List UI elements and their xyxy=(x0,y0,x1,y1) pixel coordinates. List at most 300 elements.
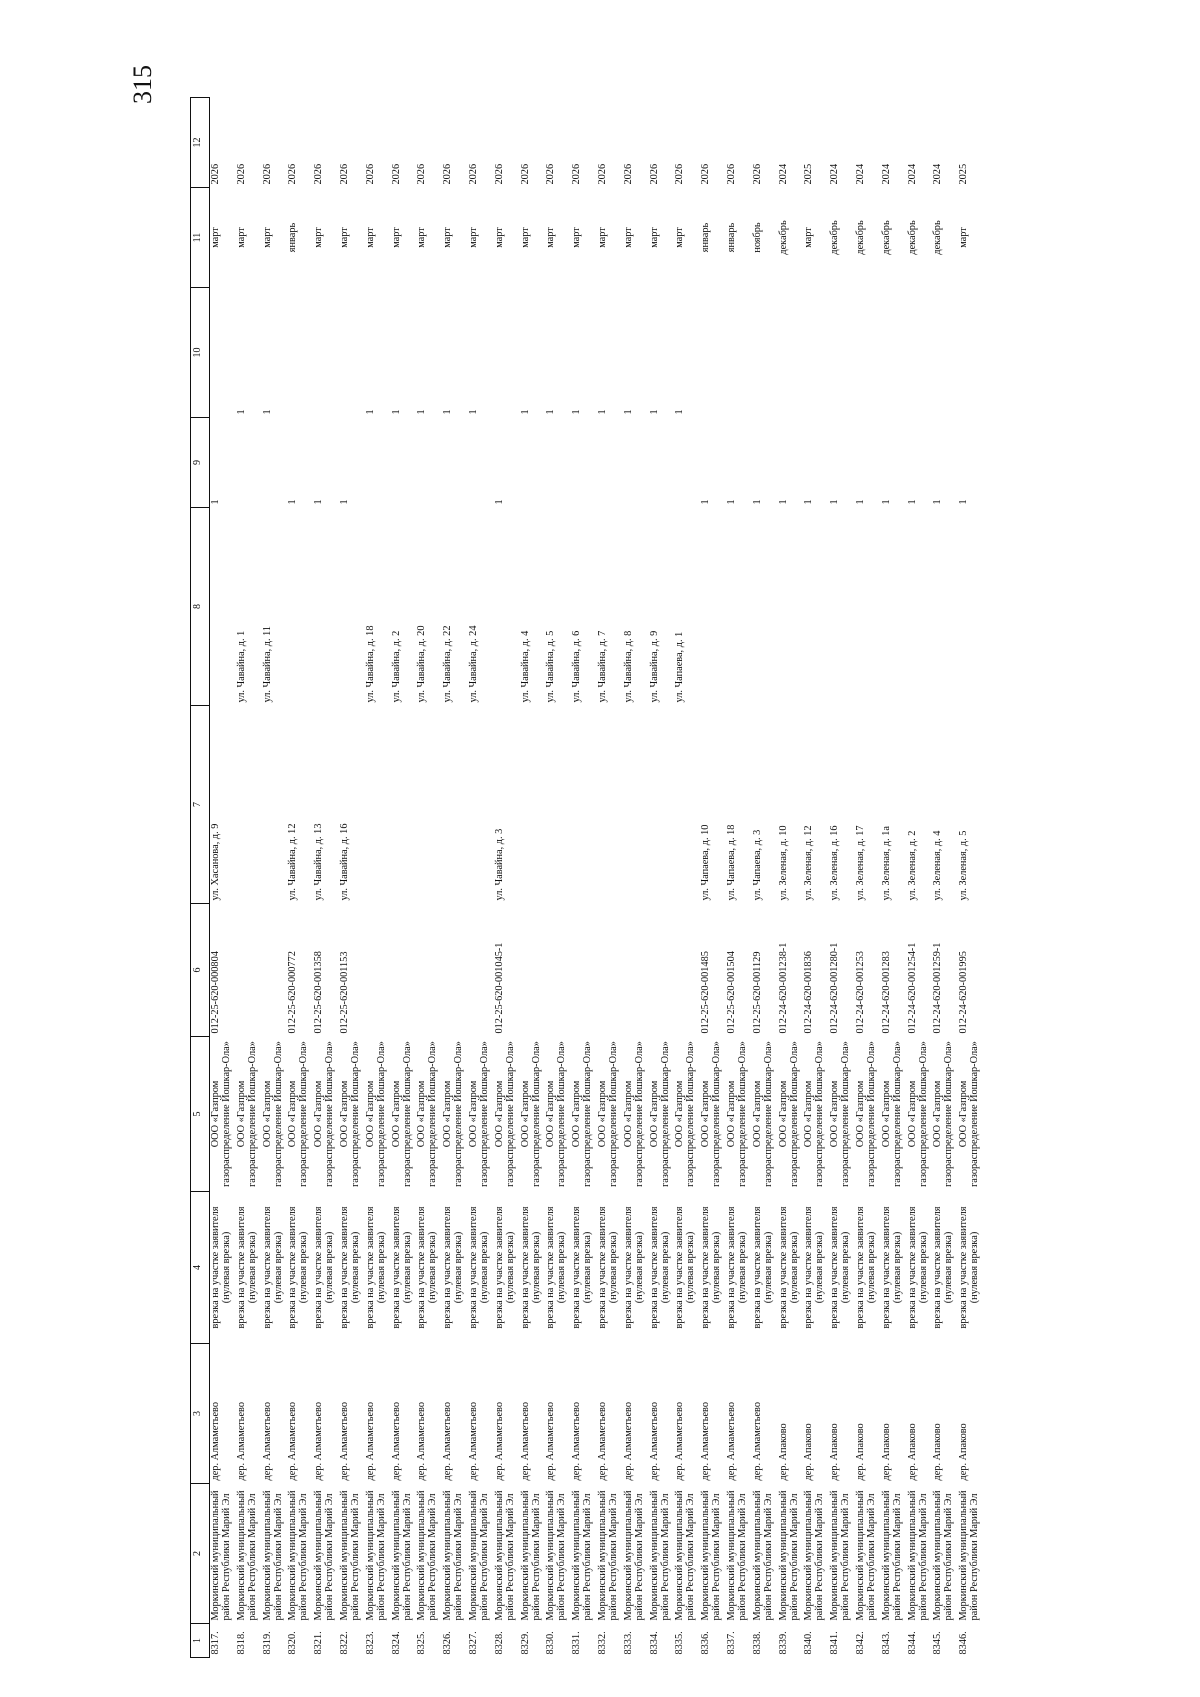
cell-municipality: Моркинский муниципальный район Республики Марий Эл xyxy=(210,1490,232,1621)
cell-connection-type: врезка на участке заявителя (нулевая врезка) xyxy=(622,1206,645,1329)
cell-count-existing: 1 xyxy=(700,499,712,505)
cell-settlement: дер. Алмаметьево xyxy=(338,1402,350,1481)
cell-count-existing xyxy=(468,418,494,508)
cell-connection-type: врезка на участке заявителя (нулевая врезка) xyxy=(674,1206,697,1329)
cell-settlement: дер. Алмаметьево xyxy=(751,1402,763,1481)
cell-count-planned xyxy=(339,288,365,418)
cell-count-existing xyxy=(597,418,623,508)
cell-settlement: дер. Алмаметьево xyxy=(416,1402,428,1481)
cell-address-planned: ул. Чавайна, д. 4 xyxy=(519,630,531,703)
cell-settlement: дер. Алмаметьево xyxy=(364,1402,376,1481)
cell-connection-type: врезка на участке заявителя (нулевая врезка) xyxy=(287,1206,310,1329)
cell-year: 2026 xyxy=(493,163,505,185)
cell-address-existing: ул. Хасанова, д. 9 xyxy=(210,823,221,901)
cell-organization: ООО «Газпром газораспределение Йошкар-Ола» xyxy=(906,1041,929,1187)
cell-count-planned: 1 xyxy=(648,409,660,415)
cell-count-existing: 1 xyxy=(287,499,299,505)
cell-count-existing: 1 xyxy=(313,499,325,505)
cell-settlement: дер. Алмаметьево xyxy=(313,1402,325,1481)
table-row xyxy=(932,98,958,1658)
cell-row-number: 8339. xyxy=(777,1631,789,1655)
cell-month: март xyxy=(493,227,505,248)
cell-month: январь xyxy=(700,222,712,253)
cell-address-planned: ул. Чавайна, д. 22 xyxy=(442,625,454,703)
cell-month: март xyxy=(235,227,247,248)
cell-year: 2026 xyxy=(674,163,686,185)
cell-address-existing: ул. Зеленая, д. 5 xyxy=(958,830,970,901)
cell-count-existing xyxy=(236,418,262,508)
cell-row-number: 8329. xyxy=(519,1631,531,1655)
cell-connection-type: врезка на участке заявителя (нулевая врезка) xyxy=(493,1206,516,1329)
cell-municipality: Моркинский муниципальный район Республики Марий Эл xyxy=(700,1490,723,1621)
cell-address-planned: ул. Чапаева, д. 1 xyxy=(674,631,686,703)
cell-count-existing xyxy=(391,418,417,508)
cell-address-planned xyxy=(700,508,726,706)
cell-contract-number xyxy=(262,904,288,1037)
cell-municipality: Моркинский муниципальный район Республики Марий Эл xyxy=(493,1490,516,1621)
cell-year: 2026 xyxy=(313,163,325,185)
cell-contract-number: 012-25-620-001129 xyxy=(751,951,763,1034)
cell-municipality: Моркинский муниципальный район Республики Марий Эл xyxy=(261,1490,284,1621)
cell-municipality: Моркинский муниципальный район Республики Марий Эл xyxy=(467,1490,490,1621)
cell-organization: ООО «Газпром газораспределение Йошкар-Ола» xyxy=(958,1041,981,1187)
table-row xyxy=(571,98,597,1658)
cell-connection-type: врезка на участке заявителя (нулевая врезка) xyxy=(571,1206,594,1329)
cell-address-existing xyxy=(262,706,288,904)
cell-settlement: дер. Алмаметьево xyxy=(700,1402,712,1481)
cell-month: март xyxy=(674,227,686,248)
cell-connection-type: врезка на участке заявителя (нулевая врезка) xyxy=(467,1206,490,1329)
table-row xyxy=(674,98,700,1658)
table-row xyxy=(545,98,571,1658)
table-row xyxy=(365,98,391,1658)
table-row xyxy=(468,98,494,1658)
cell-organization: ООО «Газпром газораспределение Йошкар-Ола» xyxy=(648,1041,671,1187)
cell-count-planned xyxy=(700,288,726,418)
cell-address-existing: ул. Чапаева, д. 3 xyxy=(751,829,763,901)
cell-municipality: Моркинский муниципальный район Республики Марий Эл xyxy=(648,1490,671,1621)
cell-count-planned: 1 xyxy=(596,409,608,415)
cell-organization: ООО «Газпром газораспределение Йошкар-Ола» xyxy=(700,1041,723,1187)
cell-connection-type: врезка на участке заявителя (нулевая врезка) xyxy=(777,1206,800,1329)
cell-organization: ООО «Газпром газораспределение Йошкар-Ола» xyxy=(880,1041,903,1187)
cell-connection-type: врезка на участке заявителя (нулевая врезка) xyxy=(803,1206,826,1329)
cell-contract-number: 012-24-620-001253 xyxy=(854,951,866,1034)
cell-address-existing: ул. Чавайна, д. 13 xyxy=(313,823,325,901)
cell-count-existing xyxy=(442,418,468,508)
cell-address-planned: ул. Чавайна, д. 11 xyxy=(261,625,273,703)
cell-address-existing xyxy=(674,706,700,904)
cell-year: 2026 xyxy=(390,163,402,185)
cell-address-planned: ул. Чавайна, д. 20 xyxy=(416,625,428,703)
cell-contract-number: 012-24-620-001283 xyxy=(880,951,892,1034)
cell-organization: ООО «Газпром газораспределение Йошкар-Ола» xyxy=(287,1041,310,1187)
table-row xyxy=(287,98,313,1658)
cell-address-existing: ул. Чапаева, д. 10 xyxy=(700,824,712,901)
cell-settlement: дер. Алмаметьево xyxy=(467,1402,479,1481)
cell-contract-number: 012-25-620-001045-1 xyxy=(493,942,505,1034)
cell-municipality: Моркинский муниципальный район Республики Марий Эл xyxy=(545,1490,568,1621)
cell-settlement: дер. Алмаметьево xyxy=(571,1402,583,1481)
cell-year: 2026 xyxy=(338,163,350,185)
cell-contract-number xyxy=(468,904,494,1037)
cell-row-number: 8336. xyxy=(700,1631,712,1655)
cell-address-planned xyxy=(881,508,907,706)
cell-connection-type: врезка на участке заявителя (нулевая врезка) xyxy=(210,1206,232,1329)
cell-row-number: 8344. xyxy=(906,1631,918,1655)
cell-organization: ООО «Газпром газораспределение Йошкар-Ола» xyxy=(545,1041,568,1187)
column-header-4: 4 xyxy=(191,1192,210,1344)
cell-address-existing: ул. Зеленая, д. 1а xyxy=(880,826,892,901)
cell-address-planned: ул. Чавайна, д. 8 xyxy=(622,630,634,703)
cell-organization: ООО «Газпром газораспределение Йошкар-Ола» xyxy=(210,1041,232,1187)
table-row xyxy=(262,98,288,1658)
cell-count-planned: 1 xyxy=(261,409,273,415)
cell-month: декабрь xyxy=(932,220,944,255)
cell-year: 2026 xyxy=(416,163,428,185)
table-row xyxy=(649,98,675,1658)
cell-connection-type: врезка на участке заявителя (нулевая врезка) xyxy=(364,1206,387,1329)
cell-connection-type: врезка на участке заявителя (нулевая врезка) xyxy=(416,1206,439,1329)
cell-row-number: 8341. xyxy=(829,1631,841,1655)
cell-address-existing xyxy=(442,706,468,904)
cell-municipality: Моркинский муниципальный район Республики Марий Эл xyxy=(338,1490,361,1621)
cell-municipality: Моркинский муниципальный район Республики Марий Эл xyxy=(906,1490,929,1621)
cell-row-number: 8340. xyxy=(803,1631,815,1655)
cell-address-existing xyxy=(236,706,262,904)
cell-municipality: Моркинский муниципальный район Республики Марий Эл xyxy=(622,1490,645,1621)
cell-contract-number: 012-25-620-000804 xyxy=(210,951,221,1034)
cell-organization: ООО «Газпром газораспределение Йошкар-Ола» xyxy=(313,1041,336,1187)
cell-count-planned xyxy=(881,288,907,418)
cell-connection-type: врезка на участке заявителя (нулевая врезка) xyxy=(725,1206,748,1329)
cell-month: декабрь xyxy=(854,220,866,255)
table-row xyxy=(855,98,881,1658)
cell-row-number: 8327. xyxy=(467,1631,479,1655)
cell-organization: ООО «Газпром газораспределение Йошкар-Ола» xyxy=(442,1041,465,1187)
table-row xyxy=(520,98,546,1658)
cell-contract-number xyxy=(520,904,546,1037)
cell-count-planned: 1 xyxy=(416,409,428,415)
table-row xyxy=(210,98,236,1658)
cell-year: 2026 xyxy=(210,163,221,185)
table-row xyxy=(829,98,855,1658)
cell-count-planned: 1 xyxy=(519,409,531,415)
cell-address-planned: ул. Чавайна, д. 7 xyxy=(596,630,608,703)
cell-row-number: 8333. xyxy=(622,1631,634,1655)
cell-month: март xyxy=(390,227,402,248)
column-header-3: 3 xyxy=(191,1344,210,1484)
cell-count-planned xyxy=(907,288,933,418)
cell-contract-number: 012-25-620-000772 xyxy=(287,951,299,1034)
cell-municipality: Моркинский муниципальный район Республики Марий Эл xyxy=(880,1490,903,1621)
cell-count-existing xyxy=(545,418,571,508)
cell-address-existing xyxy=(365,706,391,904)
cell-organization: ООО «Газпром газораспределение Йошкар-Ола» xyxy=(416,1041,439,1187)
cell-settlement: дер. Алмаметьево xyxy=(545,1402,557,1481)
cell-count-existing xyxy=(571,418,597,508)
cell-address-planned xyxy=(958,508,984,706)
cell-address-existing xyxy=(468,706,494,904)
cell-year: 2026 xyxy=(442,163,454,185)
cell-municipality: Моркинский муниципальный район Республики Марий Эл xyxy=(364,1490,387,1621)
cell-organization: ООО «Газпром газораспределение Йошкар-Ола» xyxy=(932,1041,955,1187)
cell-organization: ООО «Газпром газораспределение Йошкар-Ола» xyxy=(622,1041,645,1187)
cell-year: 2024 xyxy=(829,163,841,185)
table-row xyxy=(313,98,339,1658)
cell-settlement: дер. Апаково xyxy=(880,1423,892,1481)
cell-month: декабрь xyxy=(906,220,918,255)
cell-count-existing: 1 xyxy=(751,499,763,505)
cell-organization: ООО «Газпром газораспределение Йошкар-Ола» xyxy=(390,1041,413,1187)
table-row xyxy=(907,98,933,1658)
table-row xyxy=(494,98,520,1658)
cell-count-existing: 1 xyxy=(210,499,221,505)
cell-address-planned xyxy=(210,508,236,706)
cell-row-number: 8325. xyxy=(416,1631,428,1655)
column-header-11: 11 xyxy=(191,188,210,288)
cell-row-number: 8318. xyxy=(235,1631,247,1655)
cell-settlement: дер. Алмаметьево xyxy=(674,1402,686,1481)
table-header-row xyxy=(191,98,210,1658)
cell-settlement: дер. Алмаметьево xyxy=(648,1402,660,1481)
cell-address-planned: ул. Чавайна, д. 18 xyxy=(364,625,376,703)
table-body xyxy=(210,98,984,1658)
column-header-10: 10 xyxy=(191,288,210,418)
cell-address-existing xyxy=(649,706,675,904)
cell-year: 2025 xyxy=(803,163,815,185)
cell-contract-number xyxy=(391,904,417,1037)
cell-month: март xyxy=(364,227,376,248)
cell-municipality: Моркинский муниципальный район Республики Марий Эл xyxy=(596,1490,619,1621)
cell-municipality: Моркинский муниципальный район Республики Марий Эл xyxy=(519,1490,542,1621)
cell-row-number: 8337. xyxy=(725,1631,737,1655)
column-header-6: 6 xyxy=(191,904,210,1037)
cell-municipality: Моркинский муниципальный район Республики Марий Эл xyxy=(829,1490,852,1621)
cell-connection-type: врезка на участке заявителя (нулевая врезка) xyxy=(880,1206,903,1329)
cell-count-existing: 1 xyxy=(777,499,789,505)
cell-count-existing: 1 xyxy=(803,499,815,505)
cell-row-number: 8322. xyxy=(338,1631,350,1655)
column-header-1: 1 xyxy=(191,1624,210,1658)
cell-organization: ООО «Газпром газораспределение Йошкар-Ола» xyxy=(854,1041,877,1187)
cell-row-number: 8323. xyxy=(364,1631,376,1655)
cell-contract-number: 012-24-620-001995 xyxy=(958,951,970,1034)
cell-connection-type: врезка на участке заявителя (нулевая врезка) xyxy=(596,1206,619,1329)
cell-month: март xyxy=(210,227,221,248)
cell-month: декабрь xyxy=(880,220,892,255)
cell-count-existing: 1 xyxy=(854,499,866,505)
cell-count-existing xyxy=(649,418,675,508)
table-row xyxy=(752,98,778,1658)
cell-address-existing: ул. Зеленая, д. 4 xyxy=(932,830,944,901)
cell-count-existing: 1 xyxy=(906,499,918,505)
cell-connection-type: врезка на участке заявителя (нулевая врезка) xyxy=(338,1206,361,1329)
cell-row-number: 8332. xyxy=(596,1631,608,1655)
cell-municipality: Моркинский муниципальный район Республики Марий Эл xyxy=(725,1490,748,1621)
cell-month: март xyxy=(622,227,634,248)
cell-count-existing: 1 xyxy=(880,499,892,505)
cell-connection-type: врезка на участке заявителя (нулевая врезка) xyxy=(958,1206,981,1329)
cell-organization: ООО «Газпром газораспределение Йошкар-Ола» xyxy=(829,1041,852,1187)
cell-count-planned xyxy=(287,288,313,418)
cell-address-planned xyxy=(313,508,339,706)
cell-year: 2024 xyxy=(906,163,918,185)
cell-contract-number: 012-25-620-001504 xyxy=(725,951,737,1034)
cell-year: 2026 xyxy=(700,163,712,185)
table-row xyxy=(881,98,907,1658)
cell-row-number: 8343. xyxy=(880,1631,892,1655)
cell-year: 2026 xyxy=(287,163,299,185)
cell-count-existing: 1 xyxy=(493,499,505,505)
cell-settlement: дер. Алмаметьево xyxy=(493,1402,505,1481)
cell-address-planned xyxy=(339,508,365,706)
cell-address-existing xyxy=(545,706,571,904)
cell-connection-type: врезка на участке заявителя (нулевая врезка) xyxy=(751,1206,774,1329)
table-row xyxy=(391,98,417,1658)
cell-year: 2024 xyxy=(777,163,789,185)
cell-year: 2026 xyxy=(596,163,608,185)
cell-year: 2026 xyxy=(622,163,634,185)
cell-organization: ООО «Газпром газораспределение Йошкар-Ола» xyxy=(519,1041,542,1187)
cell-settlement: дер. Алмаметьево xyxy=(596,1402,608,1481)
cell-address-existing: ул. Зеленая, д. 10 xyxy=(777,825,789,901)
cell-year: 2026 xyxy=(648,163,660,185)
cell-contract-number xyxy=(545,904,571,1037)
cell-row-number: 8321. xyxy=(313,1631,325,1655)
cell-organization: ООО «Газпром газораспределение Йошкар-Ола» xyxy=(338,1041,361,1187)
cell-settlement: дер. Апаково xyxy=(803,1423,815,1481)
cell-address-planned xyxy=(752,508,778,706)
cell-month: март xyxy=(648,227,660,248)
cell-address-existing: ул. Чавайна, д. 3 xyxy=(493,828,505,901)
cell-month: декабрь xyxy=(777,220,789,255)
cell-contract-number: 012-25-620-001485 xyxy=(700,951,712,1034)
cell-row-number: 8334. xyxy=(648,1631,660,1655)
cell-count-planned xyxy=(855,288,881,418)
cell-connection-type: врезка на участке заявителя (нулевая врезка) xyxy=(906,1206,929,1329)
cell-municipality: Моркинский муниципальный район Республики Марий Эл xyxy=(803,1490,826,1621)
cell-address-planned xyxy=(932,508,958,706)
cell-connection-type: врезка на участке заявителя (нулевая врезка) xyxy=(313,1206,336,1329)
cell-count-planned: 1 xyxy=(442,409,454,415)
cell-contract-number xyxy=(674,904,700,1037)
table-row xyxy=(700,98,726,1658)
cell-count-planned: 1 xyxy=(235,409,247,415)
cell-address-existing: ул. Чавайна, д. 16 xyxy=(338,823,350,901)
cell-count-planned xyxy=(313,288,339,418)
cell-address-planned xyxy=(287,508,313,706)
cell-address-existing xyxy=(416,706,442,904)
cell-settlement: дер. Алмаметьево xyxy=(235,1402,247,1481)
cell-contract-number xyxy=(442,904,468,1037)
cell-month: март xyxy=(545,227,557,248)
cell-row-number: 8328. xyxy=(493,1631,505,1655)
cell-count-planned xyxy=(752,288,778,418)
cell-address-existing xyxy=(520,706,546,904)
cell-municipality: Моркинский муниципальный район Республики Марий Эл xyxy=(751,1490,774,1621)
cell-year: 2026 xyxy=(261,163,273,185)
cell-settlement: дер. Апаково xyxy=(906,1423,918,1481)
cell-count-planned: 1 xyxy=(467,409,479,415)
cell-year: 2026 xyxy=(519,163,531,185)
cell-row-number: 8346. xyxy=(958,1631,970,1655)
cell-row-number: 8342. xyxy=(854,1631,866,1655)
cell-organization: ООО «Газпром газораспределение Йошкар-Ола» xyxy=(571,1041,594,1187)
cell-month: март xyxy=(416,227,428,248)
cell-month: март xyxy=(338,227,350,248)
cell-month: март xyxy=(958,227,970,248)
cell-settlement: дер. Алмаметьево xyxy=(725,1402,737,1481)
table-row xyxy=(416,98,442,1658)
cell-year: 2024 xyxy=(932,163,944,185)
cell-count-existing: 1 xyxy=(958,499,970,505)
cell-count-planned xyxy=(958,288,984,418)
table-row xyxy=(597,98,623,1658)
cell-month: декабрь xyxy=(829,220,841,255)
cell-address-planned xyxy=(907,508,933,706)
cell-month: март xyxy=(313,227,325,248)
cell-month: март xyxy=(571,227,583,248)
cell-address-existing: ул. Чавайна, д. 12 xyxy=(287,823,299,901)
cell-month: ноябрь xyxy=(751,222,763,253)
cell-address-planned: ул. Чавайна, д. 2 xyxy=(390,630,402,703)
column-header-2: 2 xyxy=(191,1484,210,1624)
cell-address-planned: ул. Чавайна, д. 5 xyxy=(545,630,557,703)
cell-settlement: дер. Апаково xyxy=(829,1423,841,1481)
cell-month: март xyxy=(442,227,454,248)
column-header-8: 8 xyxy=(191,508,210,706)
cell-settlement: дер. Алмаметьево xyxy=(442,1402,454,1481)
table-row xyxy=(623,98,649,1658)
cell-connection-type: врезка на участке заявителя (нулевая врезка) xyxy=(700,1206,723,1329)
cell-address-existing: ул. Чапаева, д. 18 xyxy=(725,824,737,901)
cell-organization: ООО «Газпром газораспределение Йошкар-Ола» xyxy=(674,1041,697,1187)
cell-municipality: Моркинский муниципальный район Республики Марий Эл xyxy=(777,1490,800,1621)
table-row xyxy=(339,98,365,1658)
cell-row-number: 8330. xyxy=(545,1631,557,1655)
cell-address-planned xyxy=(829,508,855,706)
register-table xyxy=(190,97,984,1658)
cell-row-number: 8338. xyxy=(751,1631,763,1655)
cell-count-existing xyxy=(416,418,442,508)
cell-settlement: дер. Алмаметьево xyxy=(622,1402,634,1481)
cell-row-number: 8324. xyxy=(390,1631,402,1655)
cell-address-planned xyxy=(855,508,881,706)
cell-organization: ООО «Газпром газораспределение Йошкар-Ола» xyxy=(803,1041,826,1187)
cell-organization: ООО «Газпром газораспределение Йошкар-Ола» xyxy=(777,1041,800,1187)
cell-address-existing xyxy=(571,706,597,904)
cell-address-planned: ул. Чавайна, д. 6 xyxy=(571,630,583,703)
cell-connection-type: врезка на участке заявителя (нулевая врезка) xyxy=(235,1206,258,1329)
cell-address-existing: ул. Зеленая, д. 12 xyxy=(803,825,815,901)
cell-row-number: 8320. xyxy=(287,1631,299,1655)
cell-contract-number xyxy=(597,904,623,1037)
cell-organization: ООО «Газпром газораспределение Йошкар-Ола» xyxy=(261,1041,284,1187)
cell-contract-number: 012-24-620-001836 xyxy=(803,951,815,1034)
cell-month: март xyxy=(261,227,273,248)
cell-contract-number xyxy=(236,904,262,1037)
cell-contract-number: 012-24-620-001254-1 xyxy=(906,942,918,1034)
cell-month: март xyxy=(596,227,608,248)
cell-contract-number: 012-25-620-001153 xyxy=(338,951,350,1034)
table-row xyxy=(958,98,984,1658)
cell-connection-type: врезка на участке заявителя (нулевая врезка) xyxy=(519,1206,542,1329)
cell-count-existing: 1 xyxy=(932,499,944,505)
cell-connection-type: врезка на участке заявителя (нулевая врезка) xyxy=(261,1206,284,1329)
cell-municipality: Моркинский муниципальный район Республики Марий Эл xyxy=(287,1490,310,1621)
cell-municipality: Моркинский муниципальный район Республики Марий Эл xyxy=(416,1490,439,1621)
